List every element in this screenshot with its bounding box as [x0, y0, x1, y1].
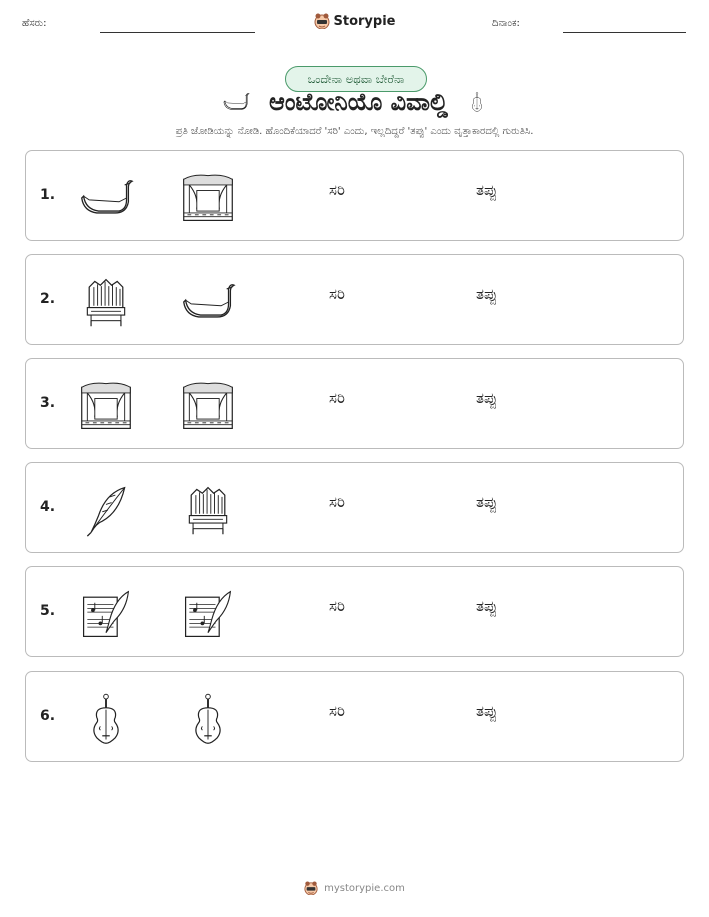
option-wrong[interactable]: ತಪ್ಪು	[476, 181, 498, 199]
organ-icon	[180, 483, 236, 537]
question-number: 1.	[40, 187, 56, 203]
footer-url: mystorypie.com	[324, 882, 405, 894]
footer	[0, 881, 709, 895]
gondola-icon	[180, 275, 236, 329]
theater-icon	[180, 171, 236, 225]
option-correct[interactable]: ಸರಿ	[329, 181, 345, 199]
option-correct[interactable]: ಸರಿ	[329, 389, 345, 407]
storypie-logo-icon	[314, 13, 330, 29]
gondola-icon	[78, 171, 134, 225]
theater-icon	[180, 379, 236, 433]
question-row	[25, 671, 684, 762]
violin-icon	[466, 86, 488, 118]
question-row	[25, 566, 684, 657]
question-number: 2.	[40, 291, 56, 307]
violin-icon	[180, 692, 236, 746]
sheet-music-icon	[78, 587, 134, 641]
storypie-logo-icon	[304, 881, 318, 895]
option-correct[interactable]: ಸರಿ	[329, 493, 345, 511]
sheet-music-icon	[180, 587, 236, 641]
question-row	[25, 150, 684, 241]
organ-icon	[78, 275, 134, 329]
question-number: 5.	[40, 603, 56, 619]
category-badge: ಒಂದೇನಾ ಅಥವಾ ಬೇರೆನಾ	[285, 66, 427, 92]
option-wrong[interactable]: ತಪ್ಪು	[476, 702, 498, 720]
option-wrong[interactable]: ತಪ್ಪು	[476, 493, 498, 511]
brand-name: Storypie	[333, 13, 396, 29]
theater-icon	[78, 379, 134, 433]
question-number: 6.	[40, 708, 56, 724]
violin-icon	[78, 692, 134, 746]
date-line[interactable]	[563, 18, 686, 33]
question-number: 4.	[40, 499, 56, 515]
quill-icon	[78, 483, 134, 537]
option-wrong[interactable]: ತಪ್ಪು	[476, 597, 498, 615]
option-wrong[interactable]: ತಪ್ಪು	[476, 285, 498, 303]
question-row	[25, 254, 684, 345]
option-correct[interactable]: ಸರಿ	[329, 285, 345, 303]
option-wrong[interactable]: ತಪ್ಪು	[476, 389, 498, 407]
date-label: ದಿನಾಂಕ:	[492, 18, 520, 29]
option-correct[interactable]: ಸರಿ	[329, 702, 345, 720]
option-correct[interactable]: ಸರಿ	[329, 597, 345, 615]
question-row	[25, 358, 684, 449]
question-number: 3.	[40, 395, 56, 411]
question-row	[25, 462, 684, 553]
title-text: ಆಂಟೋನಿಯೊ ವಿವಾಲ್ಡಿ	[268, 88, 449, 116]
instructions: ಪ್ರತಿ ಜೋಡಿಯನ್ನು ನೋಡಿ. ಹೊಂದಿಕೆಯಾದರೆ 'ಸರಿ' ಎಂದು, ಇಲ್ಲದಿದ್ದರೆ 'ತಪ್ಪು' ಎಂದು ವೃತ್ತಾಕಾರದಲ್ಲಿ ಗುರುತಿಸಿ.	[175, 126, 534, 137]
gondola-icon	[221, 89, 251, 115]
date-field[interactable]	[492, 18, 520, 29]
name-label: ಹೆಸರು:	[22, 18, 47, 29]
page-title	[0, 86, 709, 118]
